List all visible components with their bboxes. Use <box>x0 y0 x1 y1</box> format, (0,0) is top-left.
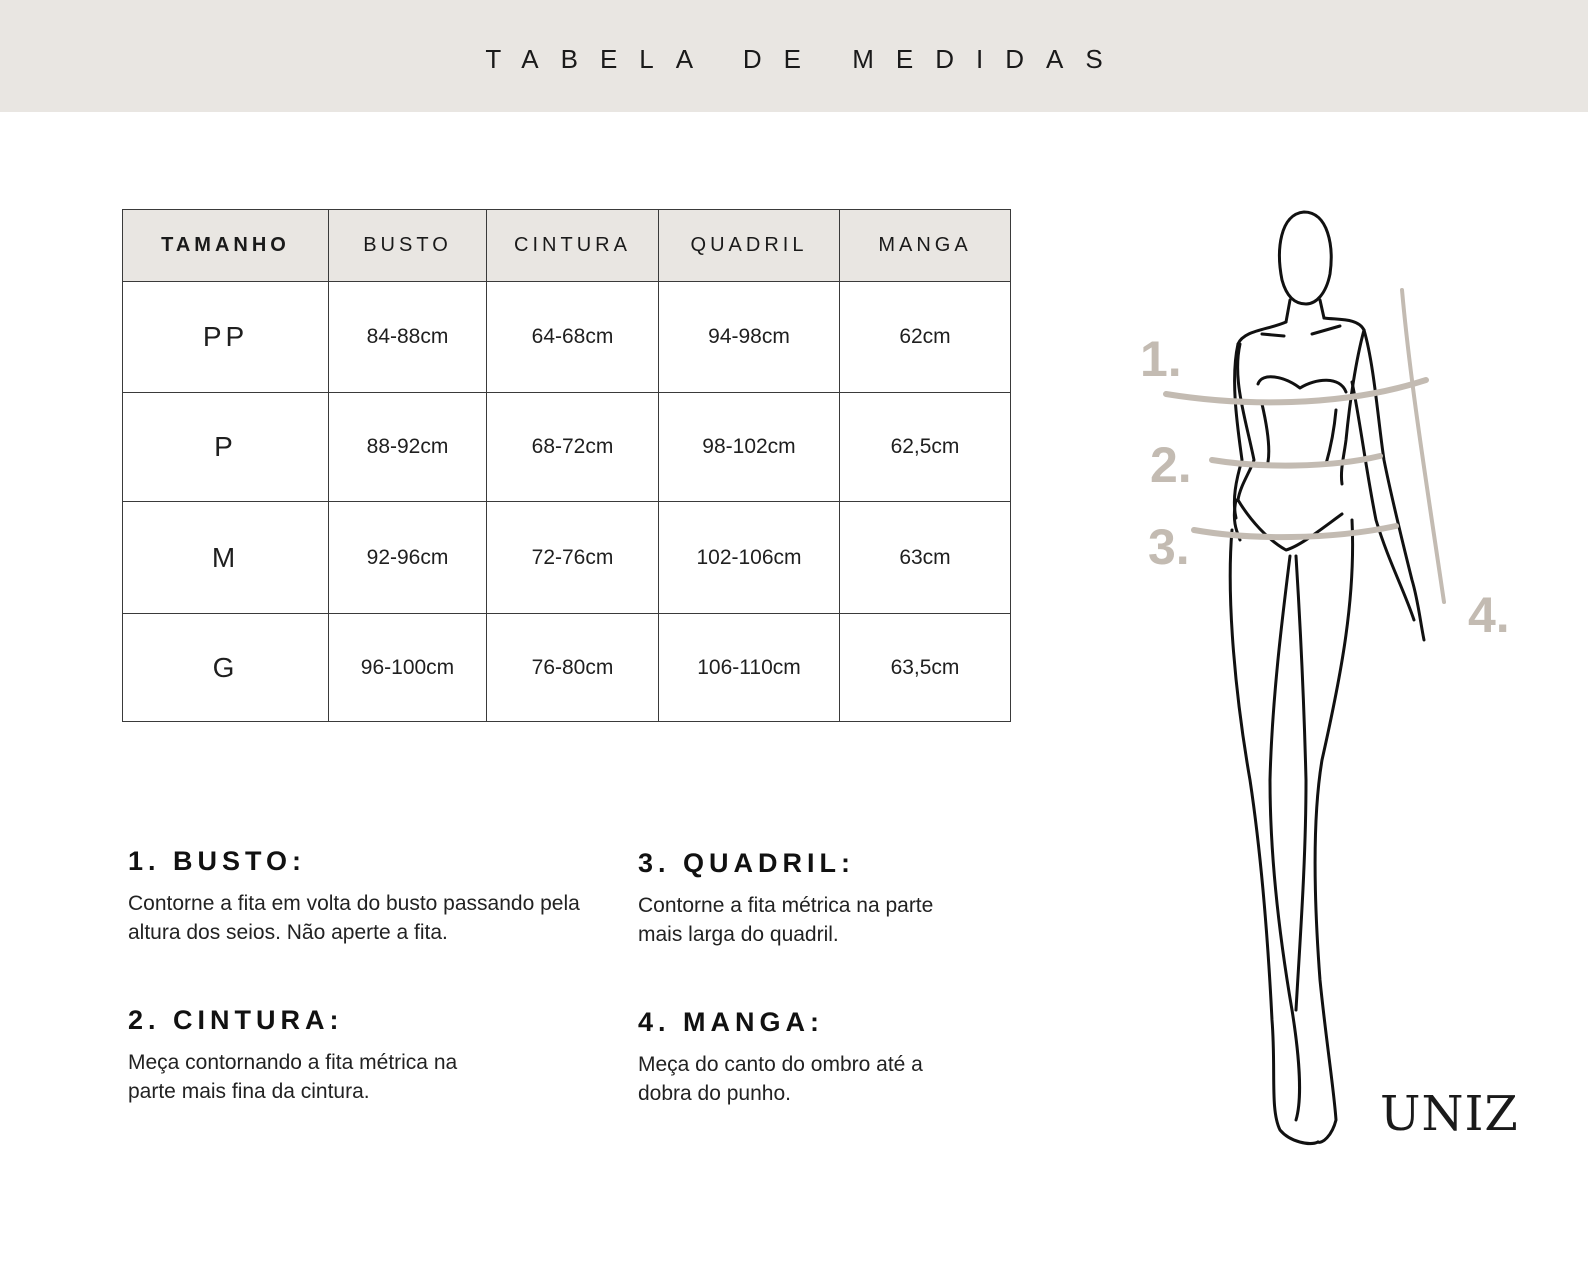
quadril-cell: 98-102cm <box>659 393 840 502</box>
quadril-cell: 102-106cm <box>659 502 840 614</box>
cintura-cell: 68-72cm <box>487 393 659 502</box>
cintura-cell: 72-76cm <box>487 502 659 614</box>
measure-line-manga <box>1402 290 1444 602</box>
figure-inner-legs <box>1270 556 1306 1120</box>
page-title: TABELA DE MEDIDAS <box>485 44 1125 74</box>
figure-bust <box>1258 377 1346 392</box>
manga-cell: 63cm <box>840 502 1011 614</box>
cintura-cell: 64-68cm <box>487 282 659 393</box>
busto-cell: 84-88cm <box>329 282 487 393</box>
note-title: 1. BUSTO: <box>128 846 307 876</box>
note-title: 4. MANGA: <box>638 1007 824 1037</box>
table-header-row <box>123 210 1011 282</box>
figure-hips <box>1234 500 1342 550</box>
measure-line-quadril <box>1194 526 1396 537</box>
brand-logo: UNIZ <box>1380 1086 1519 1142</box>
column-header-manga: MANGA <box>840 210 1011 282</box>
quadril-cell: 94-98cm <box>659 282 840 393</box>
note-title: 2. CINTURA: <box>128 1005 344 1035</box>
size-cell: M <box>123 502 329 614</box>
manga-cell: 63,5cm <box>840 614 1011 722</box>
body-figure-illustration <box>1130 200 1530 1160</box>
busto-cell: 92-96cm <box>329 502 487 614</box>
note-text: Meça contornando a fita métrica na parte mais fina da cintura. <box>128 1051 458 1103</box>
manga-cell: 62cm <box>840 282 1011 393</box>
table-row <box>123 614 1011 722</box>
size-cell: P <box>123 393 329 502</box>
measure-line-busto <box>1166 380 1426 402</box>
figure-torso <box>1238 330 1364 500</box>
size-cell: PP <box>123 282 329 393</box>
note-text: Meça do canto do ombro até a dobra do punho. <box>638 1053 923 1105</box>
cintura-cell: 76-80cm <box>487 614 659 722</box>
figure-head <box>1280 212 1332 304</box>
measure-label-4: 4. <box>1468 587 1510 643</box>
size-table <box>122 209 1011 722</box>
column-header-quadril: QUADRIL <box>659 210 840 282</box>
table-row <box>123 393 1011 502</box>
busto-cell: 88-92cm <box>329 393 487 502</box>
note-quadril <box>638 848 1098 949</box>
figure-shoulders <box>1238 318 1364 344</box>
measure-line-cintura <box>1212 456 1380 466</box>
figure-right-leg <box>1315 520 1353 1142</box>
measure-label-2: 2. <box>1150 437 1192 493</box>
column-header-busto: BUSTO <box>329 210 487 282</box>
note-text: Contorne a fita métrica na parte mais larga do quadril. <box>638 894 934 946</box>
note-cintura <box>128 1005 588 1106</box>
note-manga <box>638 1007 1098 1108</box>
table-row <box>123 502 1011 614</box>
header-banner <box>0 0 1588 112</box>
quadril-cell: 106-110cm <box>659 614 840 722</box>
measure-label-1: 1. <box>1140 331 1182 387</box>
note-text: Contorne a fita em volta do busto passando pela altura dos seios. Não aperte a fita. <box>128 892 580 944</box>
busto-cell: 96-100cm <box>329 614 487 722</box>
column-header-tamanho: TAMANHO <box>123 210 329 282</box>
note-busto <box>128 846 588 947</box>
table-row <box>123 282 1011 393</box>
note-title: 3. QUADRIL: <box>638 848 855 878</box>
column-header-cintura: CINTURA <box>487 210 659 282</box>
size-cell: G <box>123 614 329 722</box>
measure-label-3: 3. <box>1148 519 1190 575</box>
manga-cell: 62,5cm <box>840 393 1011 502</box>
